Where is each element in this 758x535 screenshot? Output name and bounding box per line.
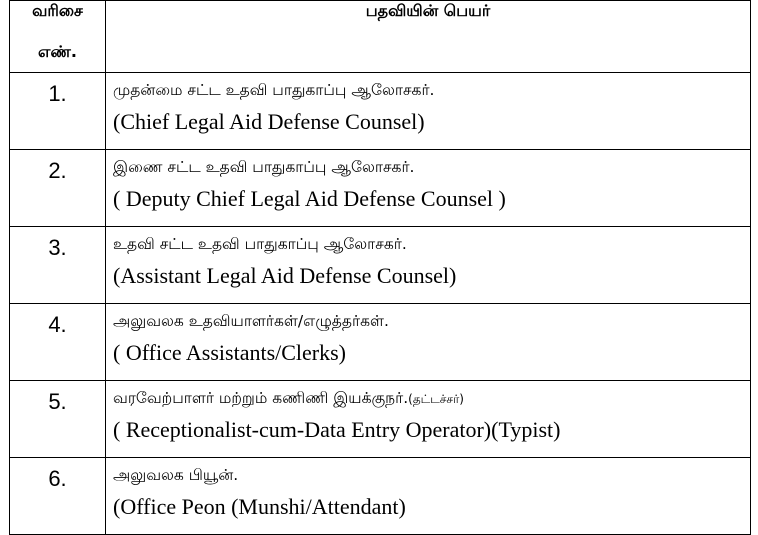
post-title xyxy=(106,458,751,535)
post-title-tamil: இணை சட்ட உதவி பாதுகாப்பு ஆலோசகர். xyxy=(113,158,415,176)
post-title-tamil: உதவி சட்ட உதவி பாதுகாப்பு ஆலோசகர். xyxy=(113,235,407,253)
serial-header-line2: எண். xyxy=(38,42,77,61)
serial-number: 6. xyxy=(10,458,106,535)
serial-number: 2. xyxy=(10,150,106,227)
table-row xyxy=(10,227,751,304)
serial-header-line1: வரிசை xyxy=(32,1,83,20)
post-title-english: (Assistant Legal Aid Defense Counsel) xyxy=(113,263,457,288)
header-row xyxy=(10,1,751,73)
post-title xyxy=(106,381,751,458)
post-name-header: பதவியின் பெயர் xyxy=(106,1,751,73)
serial-number: 5. xyxy=(10,381,106,458)
post-title-tamil: வரவேற்பாளர் மற்றும் கணிணி இயக்குநர்.(தட்டச்சர்) xyxy=(113,389,464,407)
table-row xyxy=(10,150,751,227)
serial-number: 1. xyxy=(10,73,106,150)
serial-number: 3. xyxy=(10,227,106,304)
serial-number: 4. xyxy=(10,304,106,381)
table-row xyxy=(10,381,751,458)
post-title-english: (Chief Legal Aid Defense Counsel) xyxy=(113,109,425,134)
post-title xyxy=(106,304,751,381)
post-title xyxy=(106,73,751,150)
posts-table xyxy=(9,0,751,535)
table-row xyxy=(10,304,751,381)
post-title-english: (Office Peon (Munshi/Attendant) xyxy=(113,494,406,519)
post-title-tamil: அலுவலக உதவியாளர்கள்/எழுத்தர்கள். xyxy=(113,312,389,330)
serial-number-header xyxy=(10,1,106,73)
post-title-english: ( Receptionalist-cum-Data Entry Operator)(Typist) xyxy=(113,417,561,442)
post-title-tamil: முதன்மை சட்ட உதவி பாதுகாப்பு ஆலோசகர். xyxy=(113,81,435,99)
post-title-tamil: அலுவலக பியூன். xyxy=(113,466,239,484)
table-row xyxy=(10,73,751,150)
post-title-english: ( Deputy Chief Legal Aid Defense Counsel ) xyxy=(113,186,506,211)
post-title xyxy=(106,150,751,227)
table-row xyxy=(10,458,751,535)
post-title-english: ( Office Assistants/Clerks) xyxy=(113,340,347,365)
post-title xyxy=(106,227,751,304)
